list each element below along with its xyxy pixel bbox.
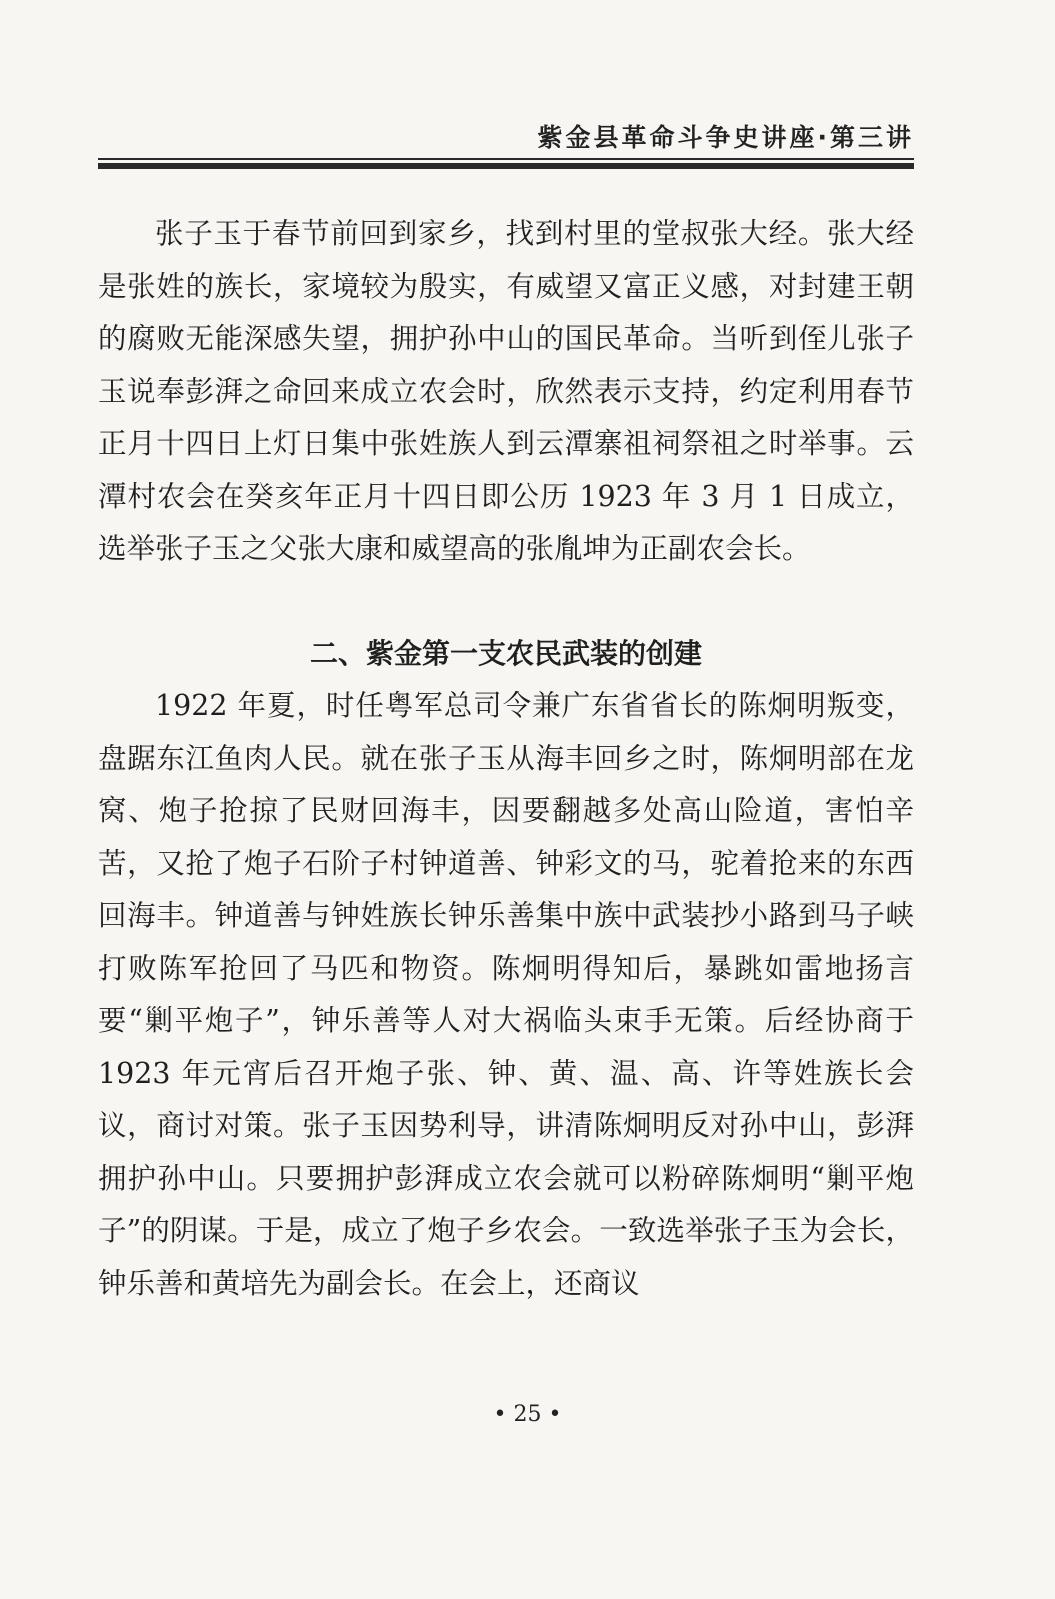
body-text [98,208,914,1310]
running-header: 紫金县革命斗争史讲座·第三讲 [537,123,914,152]
header-rule [98,158,914,169]
header-rule-thick [98,163,914,169]
page-number: • 25 • [493,1402,562,1427]
section-heading: 二、紫金第一支农民武装的创建 [309,636,702,670]
header-rule-thin [98,158,914,160]
paragraph-2: 1922 年夏，时任粤军总司令兼广东省省长的陈炯明叛变，盘踞东江鱼肉人民。就在张子玉从海丰回乡之时，陈炯明部在龙窝、炮子抢掠了民财回海丰，因要翻越多处高山险道，害怕辛苦，又抢了炮子石阶子村钟道善、钟彩文的马，驼着抢来的东西回海丰。钟道善与钟姓族长钟乐善集中族中武装抄小路到马子峡打败陈军抢回了马匹和物资。陈炯明得知后，暴跳如雷地扬言要“剿平炮子”，钟乐善等人对大祸临头束手无策。后经协商于 1923 年元宵后召开炮子张、钟、黄、温、高、许等姓族长会议，商讨对策。张子玉因势利导，讲清陈炯明反对孙中山，彭湃拥护孙中山。只要拥护彭湃成立农会就可以粉碎陈炯明“剿平炮子”的阴谋。于是，成立了炮子乡农会。一致选举张子玉为会长，钟乐善和黄培先为副会长。在会上，还商议 [98,689,914,1300]
paragraph-1: 张子玉于春节前回到家乡，找到村里的堂叔张大经。张大经是张姓的族长，家境较为殷实，有威望又富正义感，对封建王朝的腐败无能深感失望，拥护孙中山的国民革命。当听到侄儿张子玉说奉彭湃之命回来成立农会时，欣然表示支持，约定利用春节正月十四日上灯日集中张姓族人到云潭寨祖祠祭祖之时举事。云潭村农会在癸亥年正月十四日即公历 1923 年 3 月 1 日成立，选举张子玉之父张大康和威望高的张胤坤为正副农会长。 [98,217,914,565]
